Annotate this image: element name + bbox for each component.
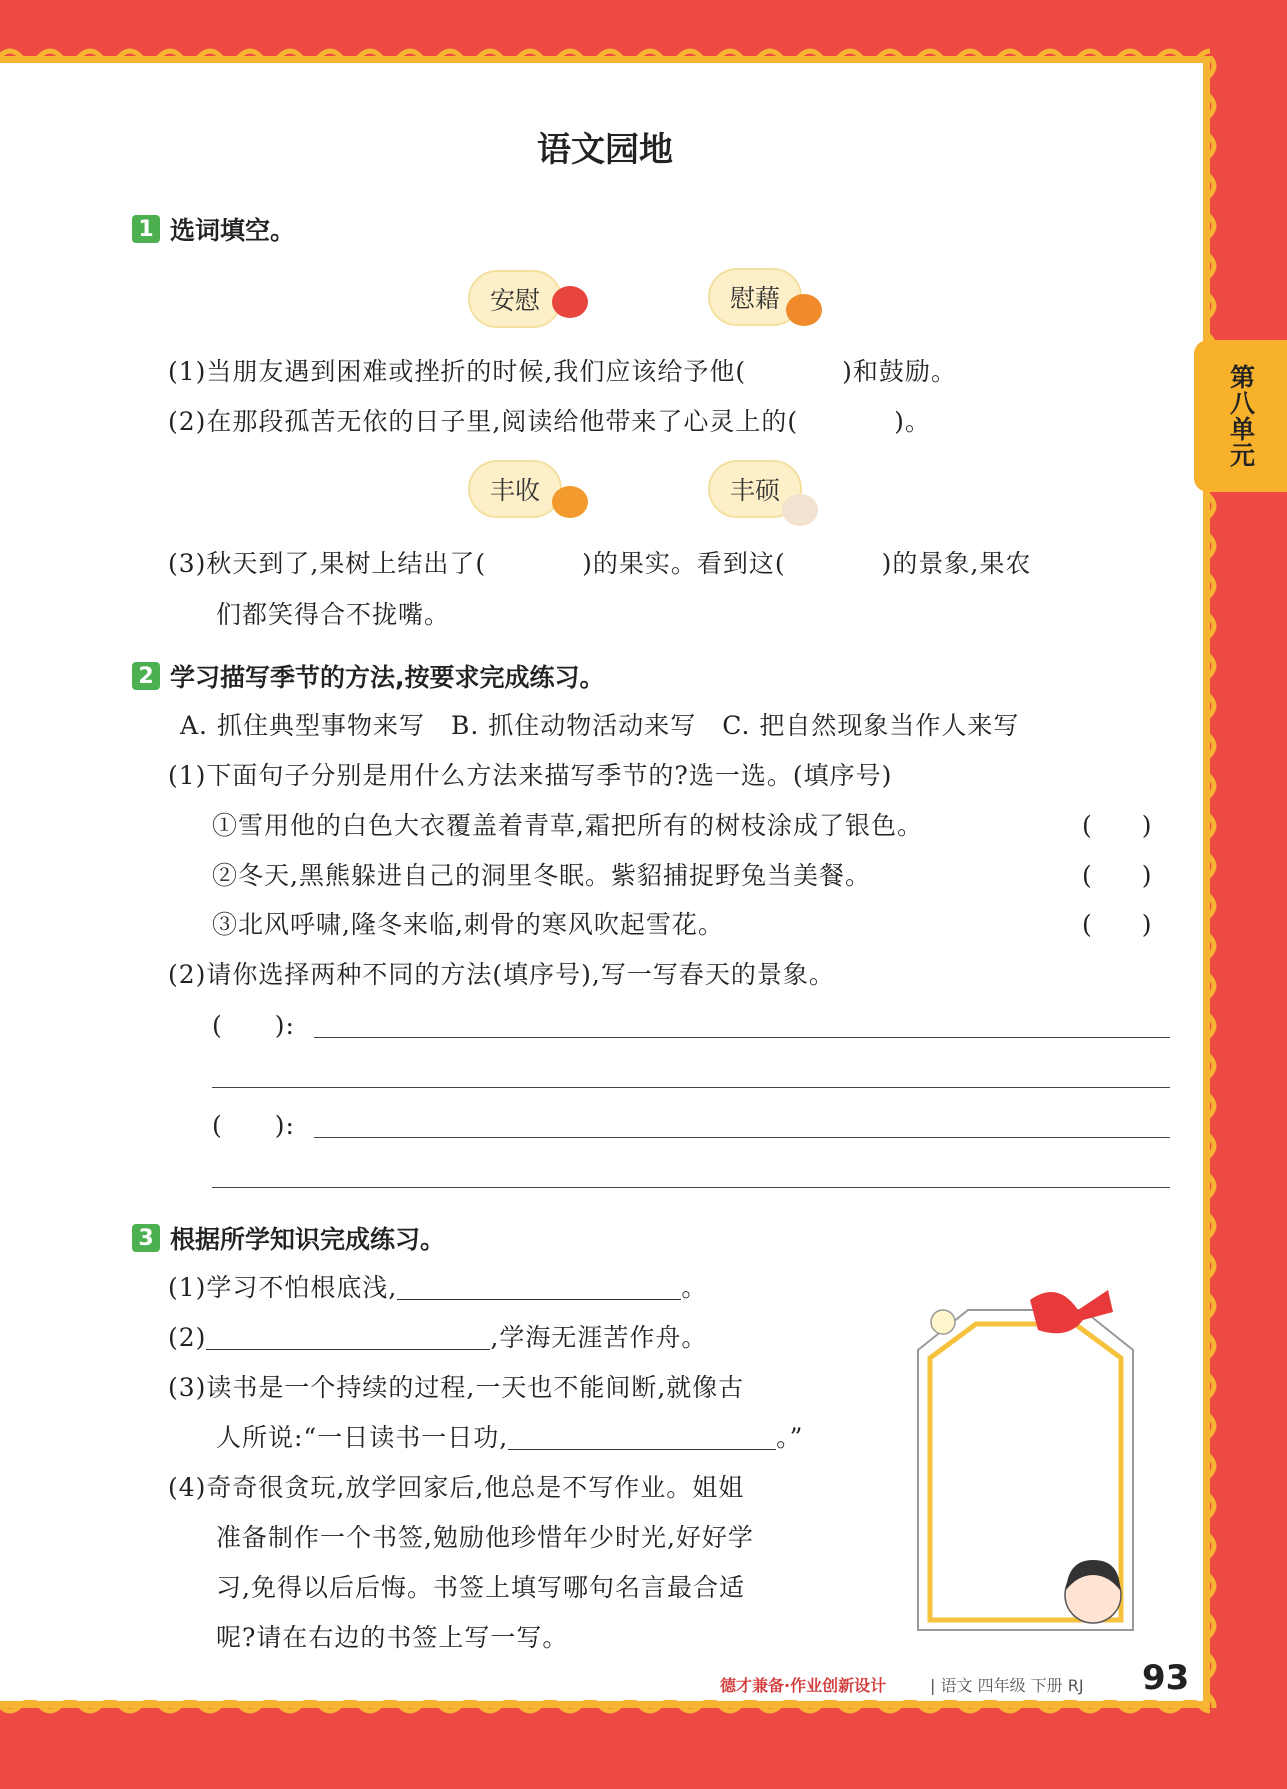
- word-anwei: 安慰: [490, 286, 541, 315]
- pumpkin-icon: [786, 294, 822, 326]
- s2-answer-3[interactable]: ( ): [1082, 910, 1152, 939]
- bottom-wave-border: [0, 1700, 1210, 1718]
- section-1-number: 1: [132, 215, 160, 243]
- section-3-number: 3: [132, 1224, 160, 1252]
- tomato-icon: [552, 286, 588, 318]
- s2-item-2: ②冬天,黑熊躲进自己的洞里冬眠。紫貂捕捉野兔当美餐。: [212, 861, 871, 890]
- word-fengshuo: 丰硕: [730, 476, 781, 505]
- s2-write-prefix-2: ( ):: [212, 1111, 295, 1140]
- s1-question-1: (1)当朋友遇到困难或挫折的时候,我们应该给予他( )和鼓励。: [168, 357, 957, 386]
- footer-series: 德才兼备·作业创新设计: [720, 1676, 887, 1695]
- section-1-heading: [132, 211, 295, 247]
- word-weiji: 慰藉: [730, 284, 781, 313]
- s2-sub-2: (2)请你选择两种不同的方法(填序号),写一写春天的景象。: [168, 960, 835, 989]
- unit-side-tab: [1194, 340, 1287, 492]
- bookmark-writing-area[interactable]: [908, 1290, 1143, 1642]
- s3-blank-3[interactable]: [508, 1423, 776, 1450]
- s3-blank-1[interactable]: [397, 1273, 681, 1300]
- page-title: 语文园地: [537, 130, 673, 170]
- right-wave-border: [1203, 56, 1223, 1708]
- section-2-number: 2: [132, 662, 160, 690]
- footer-info: | 语文 四年级 下册 RJ: [930, 1676, 1084, 1695]
- s3-question-4-line-2: 准备制作一个书签,勉励他珍惜年少时光,好好学: [216, 1523, 754, 1552]
- s1-question-3: (3)秋天到了,果树上结出了( )的果实。看到这( )的景象,果农: [168, 549, 1032, 578]
- unit-label: 第八单元: [1226, 364, 1256, 468]
- s3-blank-2[interactable]: [206, 1323, 490, 1350]
- s2-item-3: ③北风呼啸,隆冬来临,刺骨的寒风吹起雪花。: [212, 910, 724, 939]
- section-1-title: 选词填空。: [170, 216, 296, 245]
- word-bubble-fengshou: [468, 460, 562, 518]
- s2-sub-1: (1)下面句子分别是用什么方法来描写季节的?选一选。(填序号): [168, 761, 893, 790]
- s3-question-2: (2) ,学海无涯苦作舟。: [168, 1323, 708, 1352]
- garlic-icon: [782, 494, 818, 526]
- s2-write-line-3[interactable]: [314, 1137, 1170, 1138]
- s2-write-line-4[interactable]: [212, 1187, 1170, 1188]
- section-3-heading: [132, 1220, 445, 1256]
- section-2-title: 学习描写季节的方法,按要求完成练习。: [170, 663, 605, 692]
- s2-item-1: ①雪用他的白色大衣覆盖着青草,霜把所有的树枝涂成了银色。: [212, 811, 923, 840]
- s2-write-line-2[interactable]: [212, 1087, 1170, 1088]
- s3-question-3-cont: 人所说:“一日读书一日功, 。”: [216, 1423, 804, 1452]
- s2-answer-1[interactable]: ( ): [1082, 811, 1152, 840]
- s3-question-4-line-3: 习,免得以后后悔。书签上填写哪句名言最合适: [216, 1573, 745, 1602]
- s3-question-4-line-1: (4)奇奇很贪玩,放学回家后,他总是不写作业。姐姐: [168, 1473, 745, 1502]
- section-2-heading: [132, 658, 605, 694]
- s2-write-prefix-1: ( ):: [212, 1011, 295, 1040]
- s3-question-4-line-4: 呢?请在右边的书签上写一写。: [216, 1623, 569, 1652]
- s1-question-3-cont: 们都笑得合不拢嘴。: [216, 600, 451, 629]
- page-number: 93: [1142, 1658, 1190, 1698]
- s2-answer-2[interactable]: ( ): [1082, 861, 1152, 890]
- s2-options: A. 抓住典型事物来写 B. 抓住动物活动来写 C. 把自然现象当作人来写: [180, 711, 1020, 740]
- word-bubble-anwei: [468, 270, 562, 328]
- s3-question-3: (3)读书是一个持续的过程,一天也不能间断,就像古: [168, 1373, 745, 1402]
- s2-write-line-1[interactable]: [314, 1037, 1170, 1038]
- s3-question-1: (1)学习不怕根底浅, 。: [168, 1273, 708, 1302]
- orange-icon: [552, 486, 588, 518]
- section-3-title: 根据所学知识完成练习。: [170, 1225, 446, 1254]
- word-fengshou: 丰收: [490, 476, 541, 505]
- s1-question-2: (2)在那段孤苦无依的日子里,阅读给他带来了心灵上的( )。: [168, 407, 931, 436]
